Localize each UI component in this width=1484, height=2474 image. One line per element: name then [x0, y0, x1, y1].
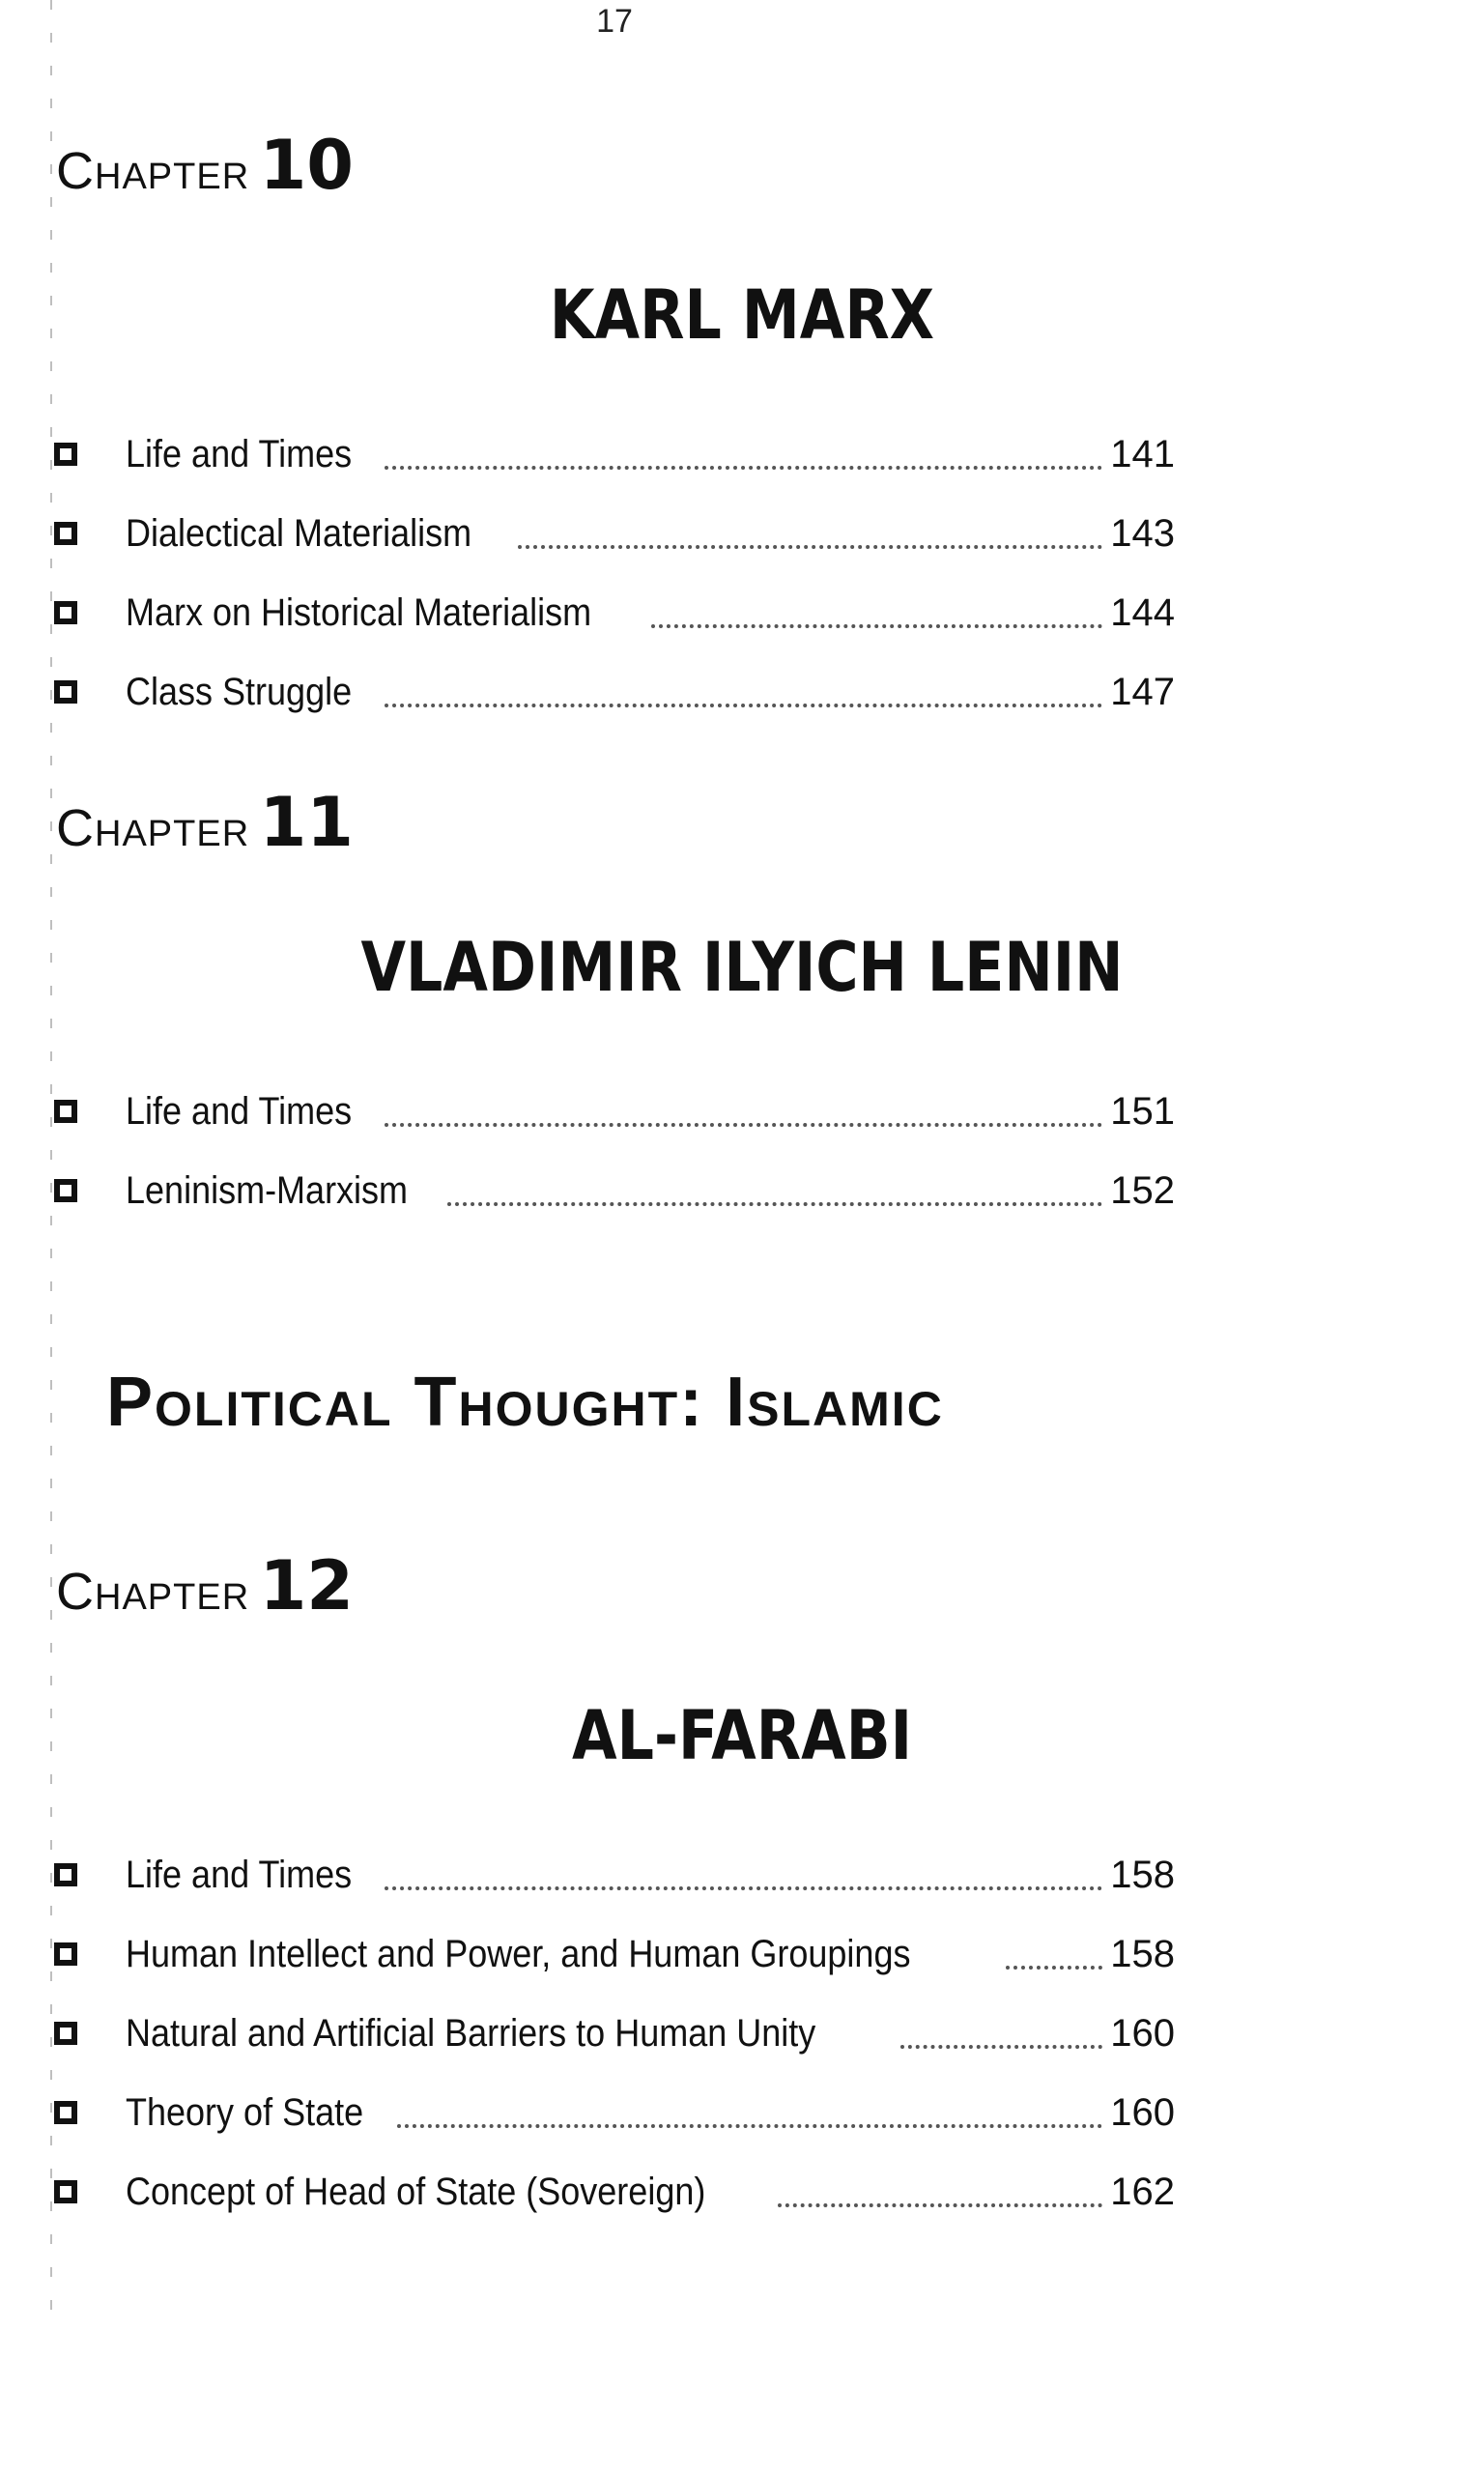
chapter-11-title: VLADIMIR ILYICH LENIN: [360, 928, 1124, 1007]
dot-leader: [447, 1175, 1103, 1206]
dot-leader: [385, 1096, 1102, 1127]
dot-leader: [385, 676, 1102, 707]
toc-item-label: Natural and Artificial Barriers to Human Unity: [126, 2012, 816, 2055]
checkbox-icon: [54, 1100, 77, 1123]
dot-leader: [900, 2018, 1103, 2049]
toc-item-page: 151: [1110, 1090, 1175, 1133]
toc-item-label: Marx on Historical Materialism: [126, 591, 592, 634]
toc-item-page: 144: [1110, 591, 1175, 634]
toc-item[interactable]: [54, 2004, 1175, 2062]
checkbox-icon: [54, 2180, 77, 2203]
chapter-word: Chapter: [56, 1563, 250, 1621]
toc-item-label: Concept of Head of State (Sovereign): [126, 2171, 706, 2213]
toc-item-label: Class Struggle: [126, 671, 353, 713]
checkbox-icon: [54, 2101, 77, 2124]
toc-item-page: 152: [1110, 1169, 1175, 1212]
toc-item-page: 147: [1110, 671, 1175, 713]
chapter-10-label: [56, 126, 354, 213]
section-heading: Political Thought: Islamic: [106, 1364, 944, 1441]
chapter-12-title: AL-FARABI: [572, 1696, 912, 1775]
toc-item-page: 162: [1110, 2171, 1175, 2213]
toc-item-label: Life and Times: [126, 1090, 353, 1133]
checkbox-icon: [54, 1942, 77, 1966]
toc-item[interactable]: [54, 1082, 1175, 1140]
checkbox-icon: [54, 522, 77, 545]
toc-item-label: Life and Times: [126, 433, 353, 475]
toc-item[interactable]: [54, 2163, 1175, 2221]
checkbox-icon: [54, 680, 77, 704]
toc-item[interactable]: [54, 663, 1175, 721]
toc-item[interactable]: [54, 584, 1175, 642]
toc-item-page: 160: [1110, 2012, 1175, 2055]
chapter-word: Chapter: [56, 142, 250, 200]
dot-leader: [397, 2097, 1102, 2128]
toc-item[interactable]: [54, 425, 1175, 483]
toc-item-label: Dialectical Materialism: [126, 512, 472, 555]
toc-item-page: 141: [1110, 433, 1175, 475]
checkbox-icon: [54, 2022, 77, 2045]
dot-leader: [1006, 1939, 1103, 1970]
toc-item-page: 143: [1110, 512, 1175, 555]
chapter-word: Chapter: [56, 799, 250, 857]
checkbox-icon: [54, 1179, 77, 1202]
dot-leader: [385, 1859, 1102, 1890]
dot-leader: [778, 2176, 1102, 2207]
toc-item-label: Theory of State: [126, 2091, 364, 2134]
toc-item-label: Life and Times: [126, 1854, 353, 1896]
toc-item-label: Leninism-Marxism: [126, 1169, 409, 1212]
chapter-12-label: [56, 1546, 354, 1633]
dot-leader: [651, 597, 1103, 628]
dot-leader: [385, 439, 1102, 470]
chapter-number: 10: [259, 126, 355, 205]
toc-item[interactable]: [54, 2084, 1175, 2142]
toc-item[interactable]: [54, 1162, 1175, 1220]
chapter-11-label: [56, 783, 354, 870]
chapter-number: 12: [259, 1546, 355, 1625]
chapter-number: 11: [259, 783, 355, 862]
toc-item-page: 160: [1110, 2091, 1175, 2134]
chapter-10-title: KARL MARX: [549, 275, 935, 355]
toc-item[interactable]: [54, 1846, 1175, 1904]
page-number: 17: [596, 3, 633, 40]
checkbox-icon: [54, 1863, 77, 1886]
margin-line: [50, 0, 52, 2319]
checkbox-icon: [54, 601, 77, 624]
toc-item-label: Human Intellect and Power, and Human Groupings: [126, 1933, 911, 1975]
toc-item-page: 158: [1110, 1933, 1175, 1975]
dot-leader: [518, 518, 1102, 549]
toc-item[interactable]: [54, 1925, 1175, 1983]
checkbox-icon: [54, 443, 77, 466]
toc-item[interactable]: [54, 504, 1175, 562]
toc-item-page: 158: [1110, 1854, 1175, 1896]
